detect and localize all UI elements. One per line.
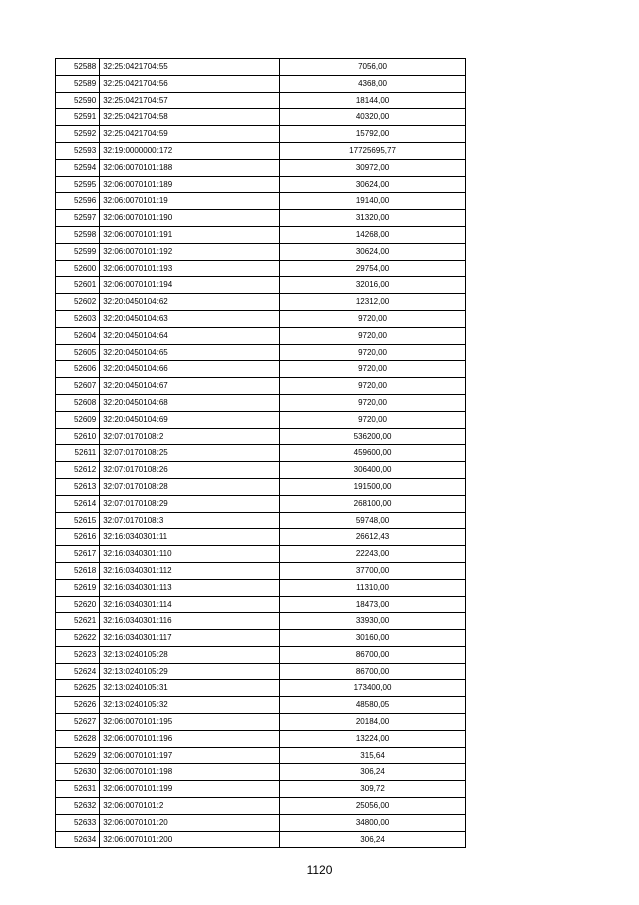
- cadastral-number-cell: 32:20:0450104:65: [100, 344, 280, 361]
- row-number-cell: 52616: [56, 529, 100, 546]
- value-cell: 9720,00: [280, 327, 466, 344]
- value-cell: 25056,00: [280, 798, 466, 815]
- cadastral-number-cell: 32:06:0070101:19: [100, 193, 280, 210]
- value-cell: 191500,00: [280, 478, 466, 495]
- cadastral-number-cell: 32:06:0070101:195: [100, 714, 280, 731]
- value-cell: 14268,00: [280, 226, 466, 243]
- cadastral-number-cell: 32:06:0070101:191: [100, 226, 280, 243]
- value-cell: 18144,00: [280, 92, 466, 109]
- row-number-cell: 52609: [56, 411, 100, 428]
- table-row: [56, 361, 466, 378]
- value-cell: 9720,00: [280, 394, 466, 411]
- row-number-cell: 52627: [56, 714, 100, 731]
- cadastral-number-cell: 32:07:0170108:29: [100, 495, 280, 512]
- table-row: [56, 814, 466, 831]
- cadastral-number-cell: 32:20:0450104:62: [100, 294, 280, 311]
- table-row: [56, 428, 466, 445]
- value-cell: 18473,00: [280, 596, 466, 613]
- table-row: [56, 478, 466, 495]
- value-cell: 315,64: [280, 747, 466, 764]
- cadastral-number-cell: 32:20:0450104:64: [100, 327, 280, 344]
- value-cell: 12312,00: [280, 294, 466, 311]
- cadastral-number-cell: 32:16:0340301:114: [100, 596, 280, 613]
- value-cell: 11310,00: [280, 579, 466, 596]
- table-row: [56, 730, 466, 747]
- table-row: [56, 680, 466, 697]
- cadastral-number-cell: 32:07:0170108:3: [100, 512, 280, 529]
- row-number-cell: 52600: [56, 260, 100, 277]
- value-cell: 34800,00: [280, 814, 466, 831]
- value-cell: 26612,43: [280, 529, 466, 546]
- value-cell: 268100,00: [280, 495, 466, 512]
- row-number-cell: 52634: [56, 831, 100, 848]
- row-number-cell: 52631: [56, 781, 100, 798]
- table-row: [56, 109, 466, 126]
- value-cell: 30972,00: [280, 159, 466, 176]
- cadastral-number-cell: 32:07:0170108:28: [100, 478, 280, 495]
- table-row: [56, 495, 466, 512]
- row-number-cell: 52623: [56, 646, 100, 663]
- value-cell: 37700,00: [280, 562, 466, 579]
- cadastral-number-cell: 32:07:0170108:25: [100, 445, 280, 462]
- row-number-cell: 52596: [56, 193, 100, 210]
- row-number-cell: 52590: [56, 92, 100, 109]
- cadastral-number-cell: 32:06:0070101:198: [100, 764, 280, 781]
- table-row: [56, 59, 466, 76]
- row-number-cell: 52612: [56, 462, 100, 479]
- cadastral-number-cell: 32:20:0450104:68: [100, 394, 280, 411]
- cadastral-number-cell: 32:13:0240105:28: [100, 646, 280, 663]
- row-number-cell: 52598: [56, 226, 100, 243]
- row-number-cell: 52629: [56, 747, 100, 764]
- cadastral-number-cell: 32:25:0421704:58: [100, 109, 280, 126]
- row-number-cell: 52594: [56, 159, 100, 176]
- value-cell: 29754,00: [280, 260, 466, 277]
- value-cell: 9720,00: [280, 361, 466, 378]
- row-number-cell: 52601: [56, 277, 100, 294]
- value-cell: 306,24: [280, 831, 466, 848]
- value-cell: 59748,00: [280, 512, 466, 529]
- value-cell: 40320,00: [280, 109, 466, 126]
- row-number-cell: 52608: [56, 394, 100, 411]
- data-table: [55, 58, 466, 848]
- value-cell: 22243,00: [280, 546, 466, 563]
- table-row: [56, 831, 466, 848]
- value-cell: 15792,00: [280, 126, 466, 143]
- table-row: [56, 714, 466, 731]
- value-cell: 20184,00: [280, 714, 466, 731]
- table-row: [56, 596, 466, 613]
- table-row: [56, 260, 466, 277]
- row-number-cell: 52618: [56, 562, 100, 579]
- row-number-cell: 52615: [56, 512, 100, 529]
- table-row: [56, 226, 466, 243]
- value-cell: 19140,00: [280, 193, 466, 210]
- row-number-cell: 52589: [56, 75, 100, 92]
- row-number-cell: 52622: [56, 630, 100, 647]
- cadastral-number-cell: 32:07:0170108:26: [100, 462, 280, 479]
- value-cell: 48580,05: [280, 697, 466, 714]
- row-number-cell: 52605: [56, 344, 100, 361]
- value-cell: 7056,00: [280, 59, 466, 76]
- value-cell: 9720,00: [280, 344, 466, 361]
- row-number-cell: 52630: [56, 764, 100, 781]
- cadastral-number-cell: 32:07:0170108:2: [100, 428, 280, 445]
- table-row: [56, 92, 466, 109]
- cadastral-number-cell: 32:25:0421704:56: [100, 75, 280, 92]
- cadastral-number-cell: 32:16:0340301:112: [100, 562, 280, 579]
- row-number-cell: 52610: [56, 428, 100, 445]
- cadastral-number-cell: 32:16:0340301:11: [100, 529, 280, 546]
- cadastral-number-cell: 32:13:0240105:29: [100, 663, 280, 680]
- value-cell: 173400,00: [280, 680, 466, 697]
- cadastral-number-cell: 32:25:0421704:57: [100, 92, 280, 109]
- cadastral-number-cell: 32:16:0340301:113: [100, 579, 280, 596]
- table-row: [56, 75, 466, 92]
- value-cell: 13224,00: [280, 730, 466, 747]
- value-cell: 86700,00: [280, 646, 466, 663]
- value-cell: 4368,00: [280, 75, 466, 92]
- value-cell: 30160,00: [280, 630, 466, 647]
- table-row: [56, 193, 466, 210]
- table-row: [56, 142, 466, 159]
- table-row: [56, 378, 466, 395]
- table-row: [56, 663, 466, 680]
- table-row: [56, 798, 466, 815]
- row-number-cell: 52628: [56, 730, 100, 747]
- table-row: [56, 579, 466, 596]
- table-row: [56, 243, 466, 260]
- row-number-cell: 52602: [56, 294, 100, 311]
- value-cell: 86700,00: [280, 663, 466, 680]
- row-number-cell: 52604: [56, 327, 100, 344]
- row-number-cell: 52593: [56, 142, 100, 159]
- value-cell: 31320,00: [280, 210, 466, 227]
- cadastral-number-cell: 32:06:0070101:197: [100, 747, 280, 764]
- cadastral-number-cell: 32:06:0070101:188: [100, 159, 280, 176]
- value-cell: 30624,00: [280, 243, 466, 260]
- cadastral-number-cell: 32:06:0070101:194: [100, 277, 280, 294]
- row-number-cell: 52617: [56, 546, 100, 563]
- table-row: [56, 294, 466, 311]
- value-cell: 30624,00: [280, 176, 466, 193]
- cadastral-number-cell: 32:20:0450104:67: [100, 378, 280, 395]
- row-number-cell: 52607: [56, 378, 100, 395]
- cadastral-number-cell: 32:13:0240105:32: [100, 697, 280, 714]
- table-row: [56, 176, 466, 193]
- table-row: [56, 562, 466, 579]
- table-row: [56, 310, 466, 327]
- value-cell: 17725695,77: [280, 142, 466, 159]
- row-number-cell: 52620: [56, 596, 100, 613]
- cadastral-number-cell: 32:06:0070101:192: [100, 243, 280, 260]
- row-number-cell: 52621: [56, 613, 100, 630]
- value-cell: 9720,00: [280, 378, 466, 395]
- table-row: [56, 781, 466, 798]
- cadastral-number-cell: 32:20:0450104:63: [100, 310, 280, 327]
- value-cell: 33930,00: [280, 613, 466, 630]
- table-row: [56, 529, 466, 546]
- value-cell: 309,72: [280, 781, 466, 798]
- table-row: [56, 747, 466, 764]
- cadastral-number-cell: 32:20:0450104:66: [100, 361, 280, 378]
- value-cell: 32016,00: [280, 277, 466, 294]
- table-row: [56, 327, 466, 344]
- table-row: [56, 445, 466, 462]
- table-row: [56, 159, 466, 176]
- cadastral-number-cell: 32:16:0340301:116: [100, 613, 280, 630]
- cadastral-number-cell: 32:25:0421704:59: [100, 126, 280, 143]
- row-number-cell: 52613: [56, 478, 100, 495]
- table-row: [56, 344, 466, 361]
- table-row: [56, 462, 466, 479]
- row-number-cell: 52595: [56, 176, 100, 193]
- row-number-cell: 52624: [56, 663, 100, 680]
- row-number-cell: 52625: [56, 680, 100, 697]
- cadastral-number-cell: 32:06:0070101:200: [100, 831, 280, 848]
- table-row: [56, 697, 466, 714]
- row-number-cell: 52619: [56, 579, 100, 596]
- table-row: [56, 277, 466, 294]
- row-number-cell: 52633: [56, 814, 100, 831]
- row-number-cell: 52599: [56, 243, 100, 260]
- row-number-cell: 52592: [56, 126, 100, 143]
- row-number-cell: 52597: [56, 210, 100, 227]
- value-cell: 306,24: [280, 764, 466, 781]
- table-row: [56, 546, 466, 563]
- table-row: [56, 613, 466, 630]
- value-cell: 459600,00: [280, 445, 466, 462]
- cadastral-number-cell: 32:16:0340301:110: [100, 546, 280, 563]
- cadastral-number-cell: 32:13:0240105:31: [100, 680, 280, 697]
- cadastral-number-cell: 32:06:0070101:199: [100, 781, 280, 798]
- table-row: [56, 126, 466, 143]
- value-cell: 306400,00: [280, 462, 466, 479]
- row-number-cell: 52588: [56, 59, 100, 76]
- row-number-cell: 52606: [56, 361, 100, 378]
- row-number-cell: 52591: [56, 109, 100, 126]
- row-number-cell: 52632: [56, 798, 100, 815]
- cadastral-number-cell: 32:25:0421704:55: [100, 59, 280, 76]
- row-number-cell: 52626: [56, 697, 100, 714]
- value-cell: 9720,00: [280, 310, 466, 327]
- table-row: [56, 394, 466, 411]
- cadastral-number-cell: 32:06:0070101:190: [100, 210, 280, 227]
- page-number: 1120: [306, 863, 333, 877]
- table-row: [56, 630, 466, 647]
- cadastral-number-cell: 32:06:0070101:189: [100, 176, 280, 193]
- cadastral-number-cell: 32:06:0070101:2: [100, 798, 280, 815]
- cadastral-number-cell: 32:19:0000000:172: [100, 142, 280, 159]
- table-row: [56, 764, 466, 781]
- row-number-cell: 52611: [56, 445, 100, 462]
- table-body: [56, 59, 466, 848]
- cadastral-number-cell: 32:06:0070101:196: [100, 730, 280, 747]
- row-number-cell: 52614: [56, 495, 100, 512]
- cadastral-number-cell: 32:06:0070101:20: [100, 814, 280, 831]
- table-row: [56, 411, 466, 428]
- row-number-cell: 52603: [56, 310, 100, 327]
- table-row: [56, 512, 466, 529]
- cadastral-number-cell: 32:16:0340301:117: [100, 630, 280, 647]
- value-cell: 9720,00: [280, 411, 466, 428]
- value-cell: 536200,00: [280, 428, 466, 445]
- table-row: [56, 646, 466, 663]
- cadastral-number-cell: 32:20:0450104:69: [100, 411, 280, 428]
- cadastral-number-cell: 32:06:0070101:193: [100, 260, 280, 277]
- table-row: [56, 210, 466, 227]
